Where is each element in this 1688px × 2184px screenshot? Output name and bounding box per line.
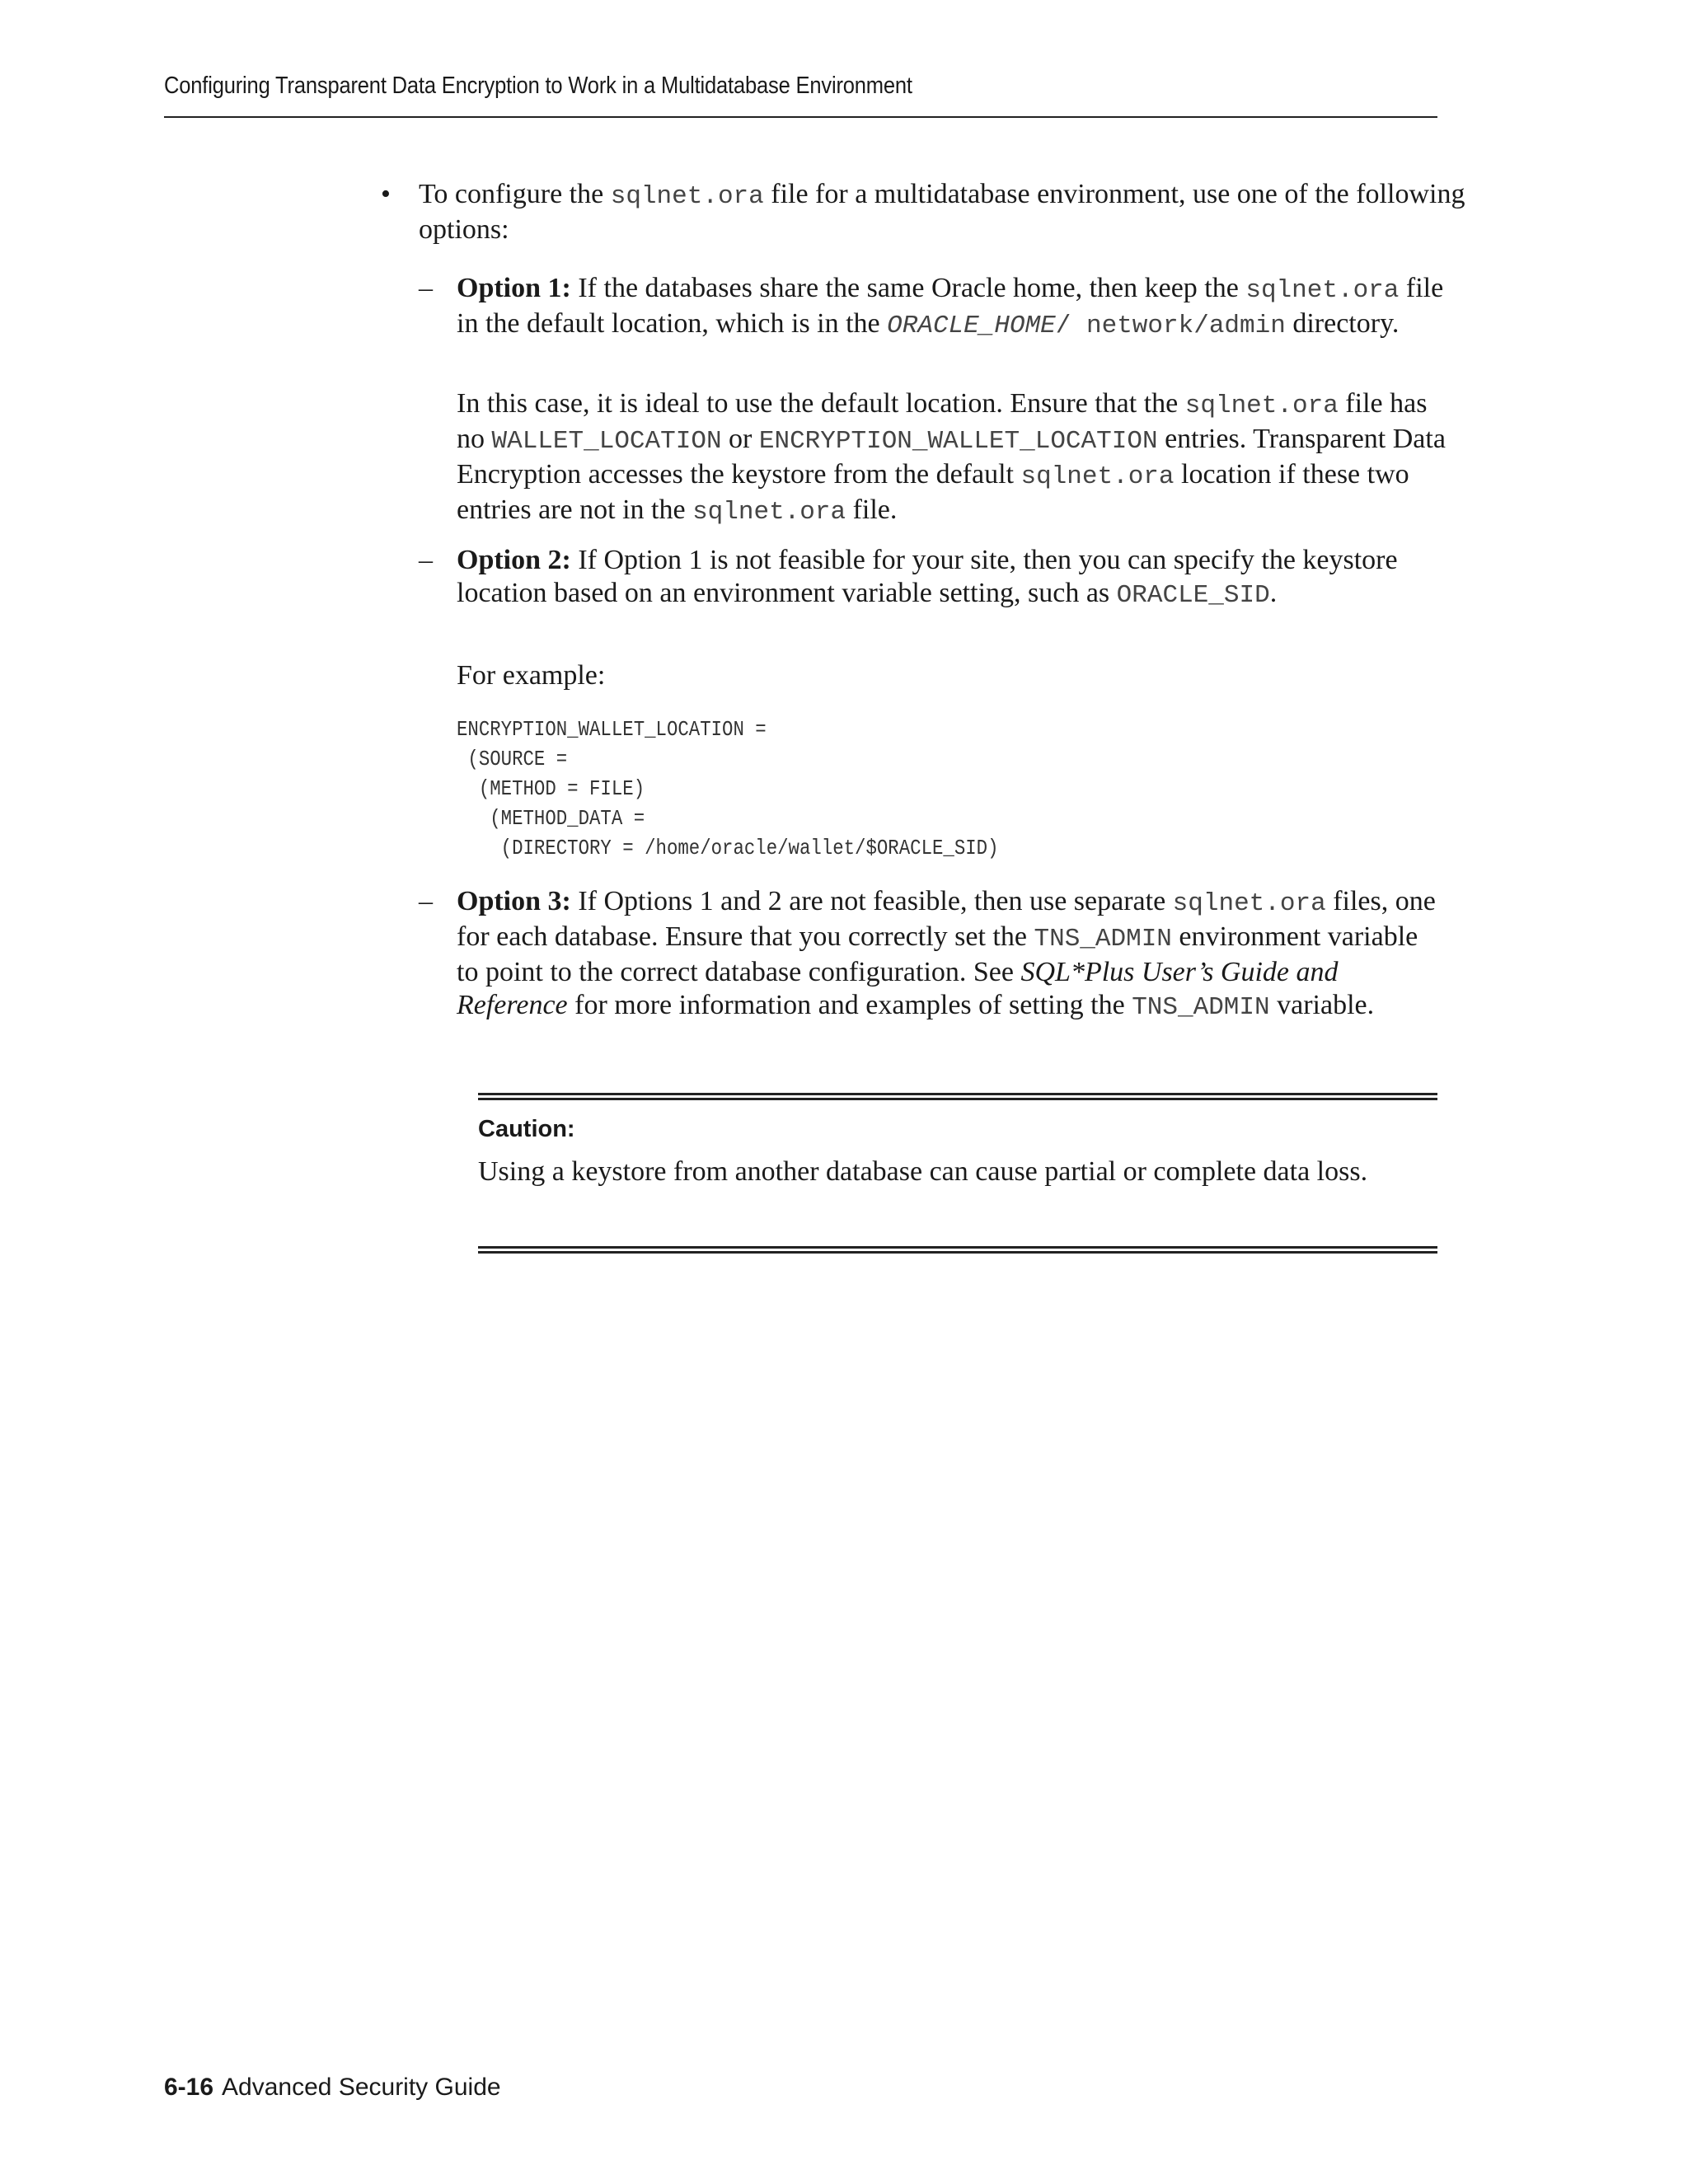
running-header: Configuring Transparent Data Encryption to Work in a Multidatabase Environment (164, 73, 912, 99)
code-encryption-wallet-location: ENCRYPTION_WALLET_LOCATION (758, 427, 1158, 456)
code-sqlnet-ora: sqlnet.ora (610, 182, 764, 211)
text-run: environment variable to point to the correct database configuration. See (457, 921, 1418, 987)
code-sqlnet-ora: sqlnet.ora (1172, 889, 1326, 918)
example-intro: For example: (457, 660, 606, 691)
option-label: Option 1: (457, 273, 571, 303)
text-run: file has no (457, 388, 1428, 454)
caution-bottom-rule (478, 1246, 1437, 1254)
code-network-admin: / network/admin (1055, 312, 1286, 340)
caution-text: Using a keystore from another database can cause partial or complete data loss. (478, 1156, 1368, 1187)
text-run: . (1269, 578, 1278, 608)
code-oracle-sid: ORACLE_SID (1116, 581, 1270, 610)
code-oracle-home: ORACLE_HOME (887, 312, 1056, 340)
text-run: file in the default location, which is in the (457, 273, 1444, 339)
text-run: files, one for each database. Ensure that you correctly set the (457, 886, 1436, 952)
option-2-text (457, 544, 1446, 612)
dash-mark: – (419, 273, 433, 303)
caution-title: Caution: (478, 1116, 575, 1142)
option-1-text (457, 272, 1446, 343)
code-sqlnet-ora: sqlnet.ora (692, 498, 846, 527)
code-tns-admin: TNS_ADMIN (1132, 993, 1270, 1022)
caution-box (478, 1093, 1437, 1187)
book-title: Advanced Security Guide (222, 2074, 501, 2101)
header-rule (164, 116, 1437, 118)
text-run: location if these two entries are not in the (457, 459, 1409, 525)
caution-top-rule (478, 1093, 1437, 1100)
text-run: file. (846, 494, 898, 525)
code-sqlnet-ora: sqlnet.ora (1245, 276, 1400, 305)
option-1-paragraph (457, 387, 1446, 529)
text-run: entries. Transparent Data Encryption accesses the keystore from the default (457, 424, 1446, 490)
text-run: If the databases share the same Oracle home, then keep the (570, 273, 1246, 303)
bullet-text (419, 178, 1465, 246)
text-run: To configure the (419, 179, 611, 209)
text-run: In this case, it is ideal to use the default location. Ensure that the (457, 388, 1185, 419)
dash-mark: – (419, 545, 433, 575)
text-run: file for a multidatabase environment, use one of the following options: (419, 179, 1465, 245)
bullet-mark: • (381, 179, 391, 209)
text-run: variable. (1269, 990, 1375, 1020)
code-sqlnet-ora: sqlnet.ora (1184, 391, 1339, 420)
code-sqlnet-ora: sqlnet.ora (1020, 462, 1175, 491)
code-tns-admin: TNS_ADMIN (1034, 925, 1172, 954)
option-3-text (457, 885, 1446, 1024)
text-run: for more information and examples of setting the (567, 990, 1132, 1020)
code-example-block: ENCRYPTION_WALLET_LOCATION = (SOURCE = (METHOD = FILE) (METHOD_DATA = (DIRECTORY = /home/oracle/wallet/$ORACLE_SID) (457, 717, 999, 860)
option-label: Option 3: (457, 886, 571, 916)
text-run: directory. (1285, 308, 1400, 339)
text-run: If Options 1 and 2 are not feasible, then use separate (570, 886, 1173, 916)
code-wallet-location: WALLET_LOCATION (491, 427, 722, 456)
text-run: or (721, 424, 759, 454)
page-number: 6-16 (164, 2074, 214, 2101)
page-footer (164, 2074, 501, 2102)
book-reference: SQL*Plus User’s Guide and Reference (457, 957, 1339, 1020)
text-run: If Option 1 is not feasible for your site, then you can specify the keystore location based on an environment variable setting, such as (457, 545, 1398, 608)
option-label: Option 2: (457, 545, 571, 575)
dash-mark: – (419, 886, 433, 916)
